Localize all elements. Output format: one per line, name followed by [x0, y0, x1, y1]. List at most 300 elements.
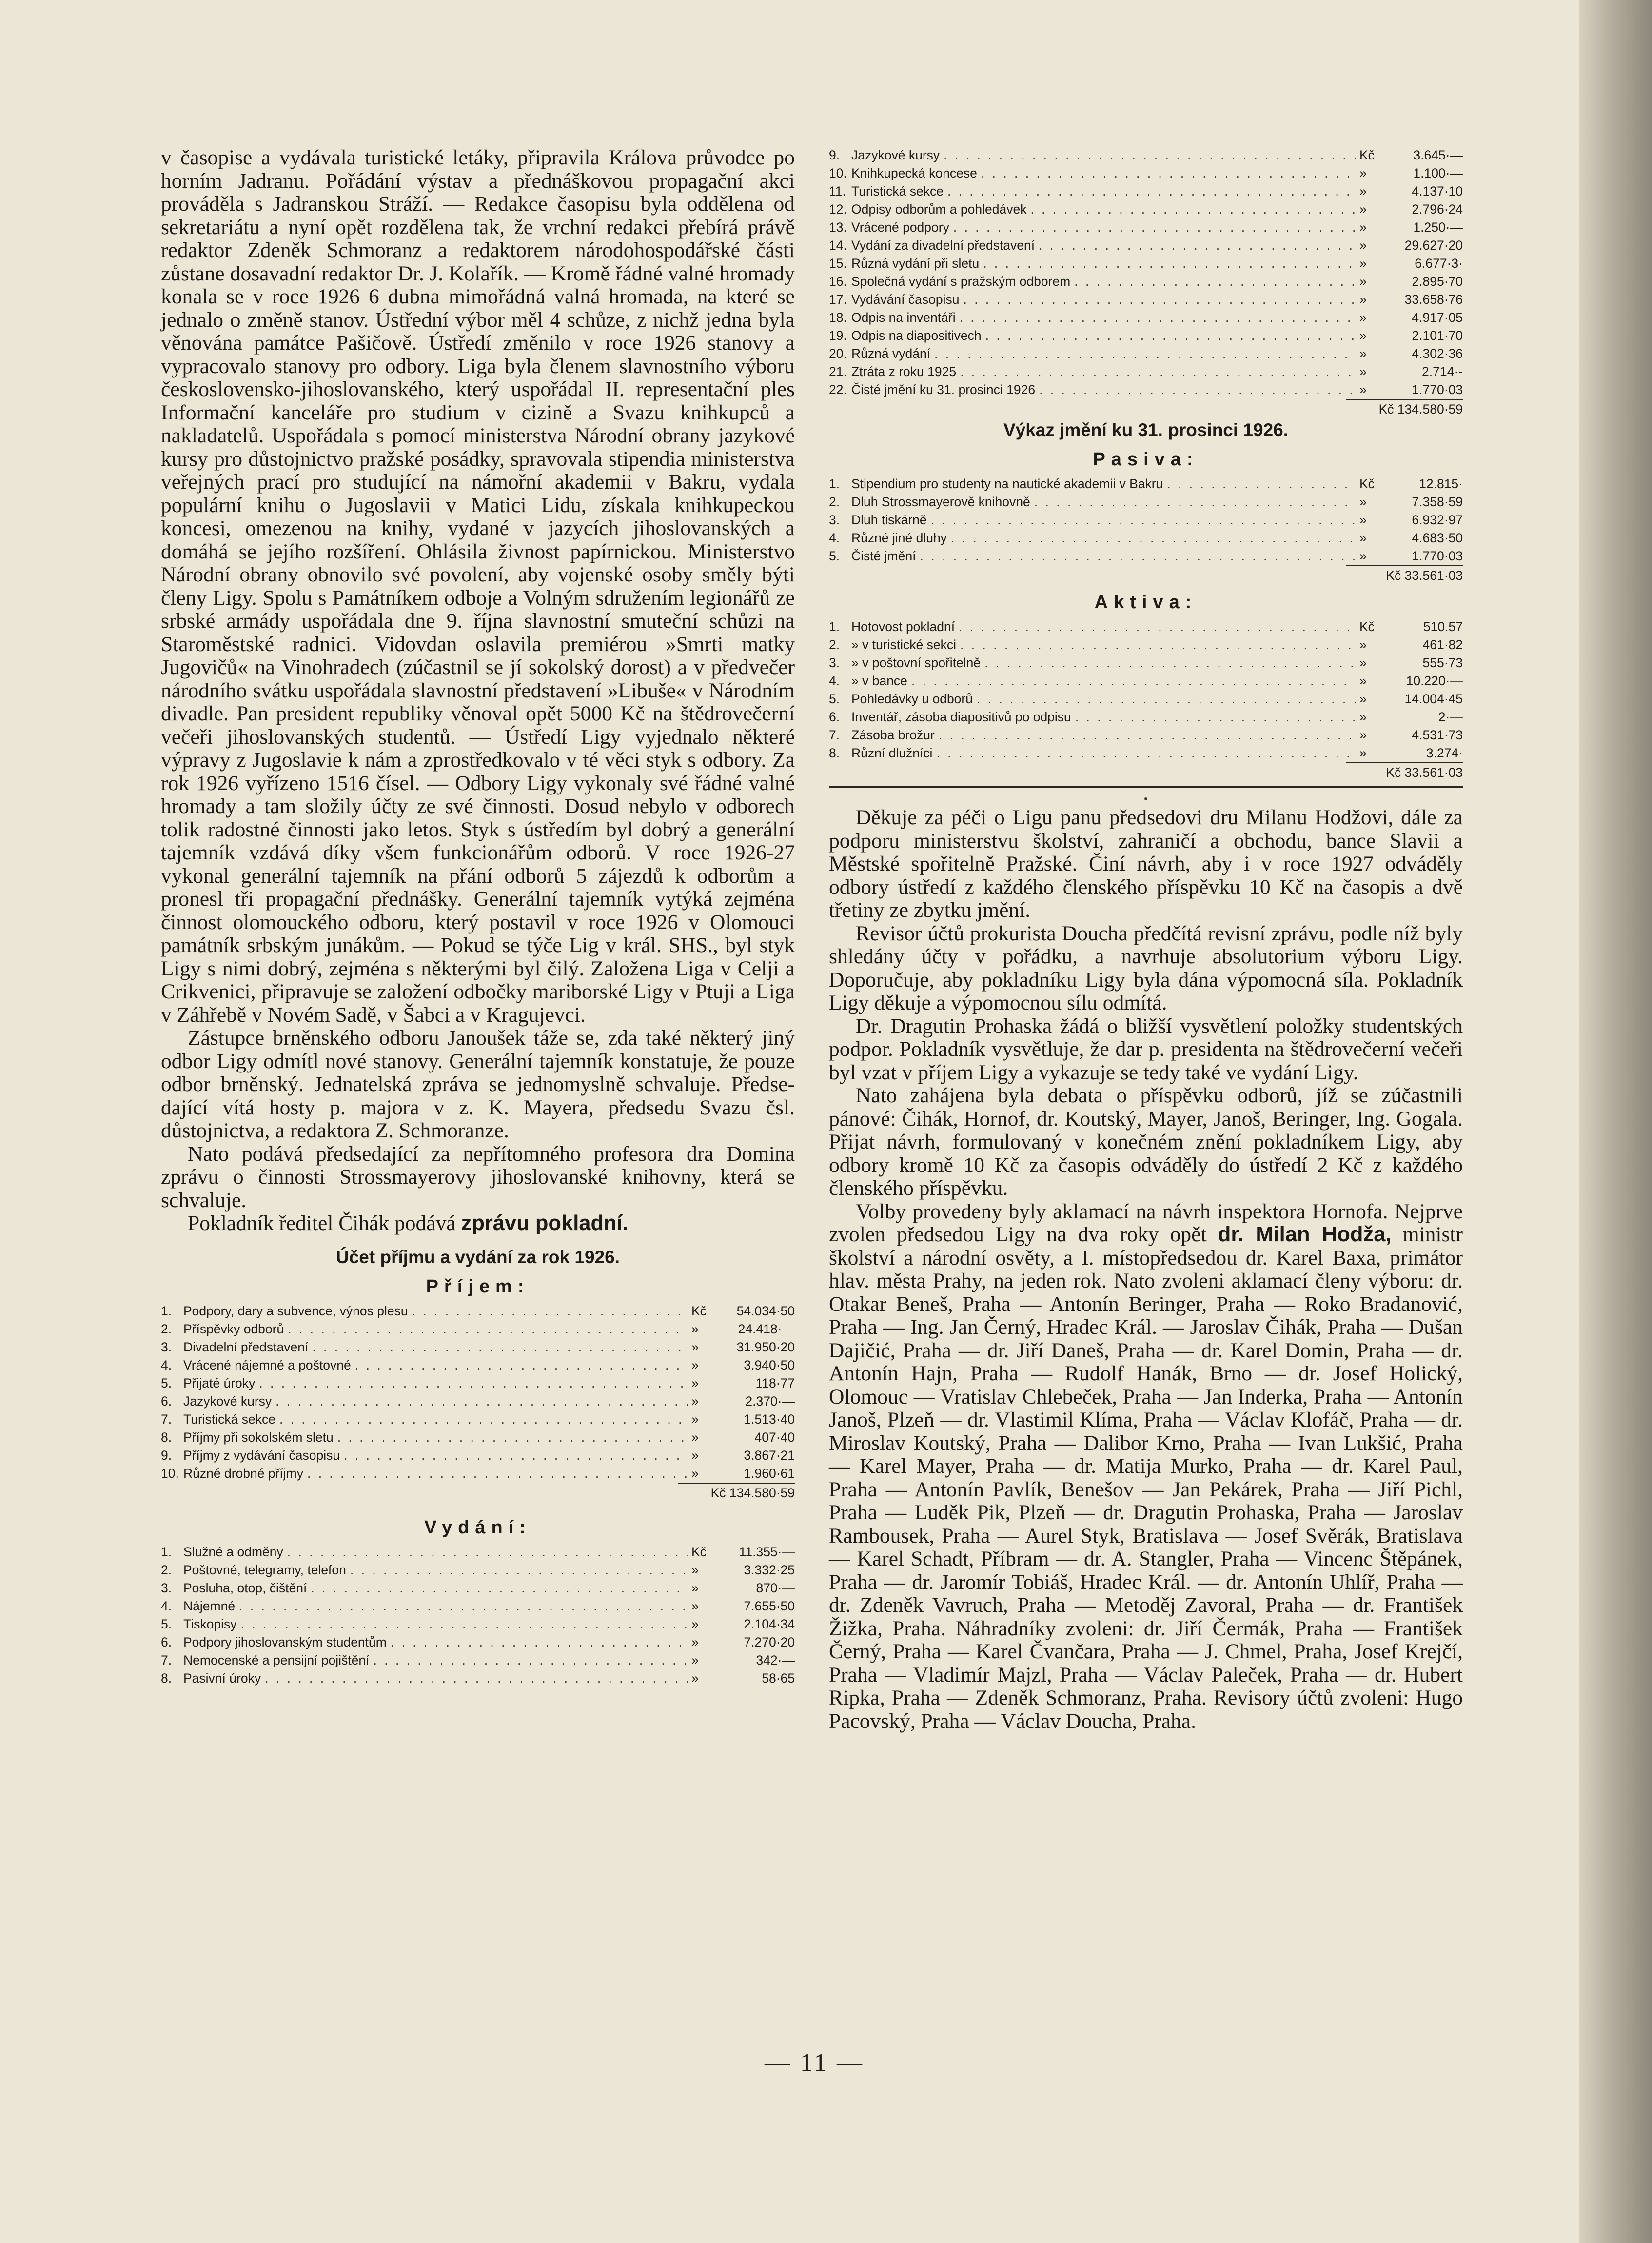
- leader-dots: [985, 327, 1356, 345]
- leader-dots: [275, 1392, 688, 1410]
- row-currency: »: [691, 1357, 699, 1372]
- leader-dots: [960, 309, 1356, 327]
- row-currency: »: [1359, 655, 1367, 670]
- row-label: Turistická sekce: [851, 184, 944, 198]
- income-heading: Příjem:: [426, 1276, 530, 1297]
- row-amount: 3.274·: [1426, 746, 1463, 760]
- account-row: [829, 708, 1463, 726]
- account-row: [829, 529, 1463, 547]
- page-number: — 11 —: [764, 2049, 865, 2077]
- leader-dots: [279, 1410, 688, 1429]
- row-number: 10.: [161, 1466, 179, 1481]
- row-currency: »: [691, 1562, 699, 1577]
- row-number: 14.: [829, 238, 847, 253]
- row-label: Poštovné, telegramy, telefon: [183, 1562, 346, 1577]
- row-amount: 3.867·21: [744, 1448, 795, 1463]
- leader-dots: [931, 511, 1356, 529]
- row-label: Vrácené podpory: [851, 220, 949, 235]
- ink-dot: [1144, 797, 1147, 800]
- row-amount: 31.950·20: [736, 1339, 795, 1354]
- leader-dots: [312, 1338, 688, 1356]
- account-row: [161, 1302, 795, 1320]
- row-currency: »: [1359, 346, 1367, 361]
- leader-dots: [355, 1356, 688, 1374]
- row-currency: »: [691, 1411, 699, 1427]
- income-total: Kč 134.580·59: [678, 1483, 795, 1501]
- row-currency: »: [691, 1466, 699, 1481]
- leader-dots: [963, 291, 1356, 309]
- row-currency: Kč: [691, 1303, 707, 1318]
- row-currency: »: [1359, 746, 1367, 760]
- liabilities-table: [829, 475, 1463, 565]
- row-label: Knihkupecká koncese: [851, 166, 977, 180]
- row-number: 8.: [161, 1670, 172, 1686]
- row-label: Příjmy při sokolském sletu: [183, 1429, 334, 1445]
- row-number: 2.: [161, 1562, 172, 1577]
- row-currency: Kč: [691, 1544, 707, 1559]
- row-amount: 1.770·03: [1412, 382, 1463, 397]
- row-number: 4.: [829, 674, 840, 688]
- account-row: [829, 327, 1463, 345]
- row-number: 8.: [829, 746, 840, 760]
- row-label: Ztráta z roku 1925: [851, 364, 957, 379]
- account-row: [829, 672, 1463, 690]
- row-amount: 6.932·97: [1412, 513, 1463, 527]
- row-amount: 54.034·50: [736, 1303, 795, 1318]
- row-number: 5.: [161, 1375, 172, 1390]
- row-currency: »: [691, 1429, 699, 1445]
- row-number: 4.: [161, 1598, 172, 1613]
- paragraph: Nato podává předsedající za nepřítomného profesora dra Domina zprávu o činnosti Strossmayerovy jihoslovanské knihovny, která se schvaluje.: [161, 1142, 795, 1212]
- row-currency: »: [1359, 328, 1367, 343]
- row-label: Vydávání časopisu: [851, 292, 960, 307]
- account-row: [829, 218, 1463, 237]
- row-amount: 4.917·05: [1412, 310, 1463, 325]
- leader-dots: [947, 182, 1356, 200]
- row-amount: 461·82: [1422, 637, 1463, 652]
- account-row: [161, 1579, 795, 1597]
- account-row: [161, 1651, 795, 1669]
- row-amount: 11.355·—: [739, 1544, 795, 1559]
- row-label: Společná vydání s pražským odborem: [851, 274, 1071, 289]
- row-amount: 2.104·34: [744, 1616, 795, 1631]
- row-amount: 1.513·40: [744, 1411, 795, 1427]
- row-number: 9.: [161, 1448, 172, 1463]
- row-label: » v poštovní spořitelně: [851, 655, 981, 670]
- account-row: [829, 363, 1463, 381]
- account-row: [829, 291, 1463, 309]
- row-amount: 58·65: [762, 1670, 795, 1686]
- row-currency: »: [1359, 220, 1367, 235]
- row-currency: Kč: [1359, 148, 1375, 162]
- liabilities-heading: Pasiva:: [1093, 449, 1199, 470]
- leader-dots: [265, 1669, 688, 1687]
- row-currency: »: [691, 1598, 699, 1613]
- row-label: Přijaté úroky: [183, 1375, 256, 1390]
- paragraph: Zástupce brněnského odboru Janoušek táže se, zda také některý jiný odbor Ligy odmítl nové stanovy. Generální tajemník konstatuje, že pouze odbor brněnský. Jednatelská zpráva se jednomyslně schvaluje. Předsedající vítá hosty p. majora v z. K. Mayera, předsedu Svazu čsl. důstojnictva, a redaktora Z. Schmoranze.: [161, 1026, 795, 1142]
- row-label: » v turistické sekci: [851, 637, 957, 652]
- row-label: Hotovost pokladní: [851, 619, 955, 634]
- leader-dots: [934, 345, 1356, 363]
- row-label: Odpisy odborům a pohledávek: [851, 202, 1027, 217]
- paragraph: Revisor účtů prokurista Doucha předčítá revisní zprávu, podle níž byly shledány účty v pořádku, a navrhuje absolutorium výboru Ligy. Doporučuje, aby pokladníku Ligy byla dána výpomocná síla. Pokladník Ligy děkuje a výpomocnou sílu odmítá.: [829, 921, 1463, 1014]
- row-number: 12.: [829, 202, 847, 217]
- row-label: Pohledávky u odborů: [851, 692, 973, 706]
- leader-dots: [1167, 475, 1356, 493]
- row-number: 3.: [161, 1580, 172, 1595]
- leader-dots: [960, 636, 1356, 654]
- row-amount: 4.302·36: [1412, 346, 1463, 361]
- row-amount: 10.220·—: [1406, 674, 1463, 688]
- leader-dots: [350, 1561, 688, 1579]
- account-row: [829, 511, 1463, 529]
- row-label: Jazykové kursy: [851, 148, 940, 162]
- account-row: [829, 636, 1463, 654]
- row-amount: 6.677·3·: [1415, 256, 1463, 271]
- row-amount: 7.270·20: [744, 1634, 795, 1649]
- right-column: [829, 146, 1463, 1733]
- row-amount: 4.531·73: [1412, 728, 1463, 742]
- row-number: 15.: [829, 256, 847, 271]
- leader-dots: [960, 363, 1356, 381]
- leader-dots: [936, 744, 1356, 762]
- account-row: [161, 1633, 795, 1651]
- row-currency: »: [1359, 166, 1367, 180]
- row-number: 1.: [829, 476, 840, 491]
- row-amount: 555·73: [1422, 655, 1463, 670]
- row-amount: 4.683·50: [1412, 531, 1463, 545]
- row-currency: »: [691, 1321, 699, 1336]
- row-currency: »: [1359, 256, 1367, 271]
- row-currency: »: [1359, 531, 1367, 545]
- row-label: Stipendium pro studenty na nautické akademii v Bakru: [851, 476, 1163, 491]
- leader-dots: [391, 1633, 688, 1651]
- leader-dots: [307, 1465, 688, 1483]
- row-number: 7.: [161, 1411, 172, 1427]
- account-row: [829, 654, 1463, 672]
- expense-table-continued: [829, 146, 1463, 399]
- leader-dots: [981, 164, 1356, 182]
- paragraph: Nato zahájena byla debata o příspěvku odborů, jíž se zúčastnili pánové: Čihák, Hornof, dr. Koutský, Mayer, Janoš, Beringer, Ing. Gogala. Přijat návrh, formulovaný v konečném znění pokladníkem Ligy, aby odbory kromě 10 Kč za časopis odváděly do ústředí 2 Kč z každého členského příspěvku.: [829, 1084, 1463, 1200]
- row-currency: »: [1359, 292, 1367, 307]
- account-row: [829, 744, 1463, 762]
- row-label: Různá vydání při sletu: [851, 256, 980, 271]
- row-label: Divadelní představení: [183, 1339, 309, 1354]
- leader-dots: [1034, 493, 1356, 511]
- row-number: 21.: [829, 364, 847, 379]
- row-currency: »: [1359, 495, 1367, 509]
- account-row: [829, 273, 1463, 291]
- row-currency: »: [1359, 637, 1367, 652]
- row-amount: 118·77: [755, 1375, 795, 1390]
- row-number: 7.: [161, 1652, 172, 1667]
- row-amount: 7.655·50: [744, 1598, 795, 1613]
- row-label: Nemocenské a pensijní pojištění: [183, 1652, 370, 1667]
- row-number: 6.: [829, 710, 840, 724]
- row-amount: 510.57: [1423, 619, 1463, 634]
- row-label: Inventář, zásoba diapositivů po odpisu: [851, 710, 1071, 724]
- account-row: [829, 309, 1463, 327]
- row-currency: »: [1359, 692, 1367, 706]
- row-currency: »: [691, 1670, 699, 1686]
- leader-dots: [951, 529, 1356, 547]
- row-number: 20.: [829, 346, 847, 361]
- row-currency: »: [1359, 310, 1367, 325]
- row-number: 3.: [829, 655, 840, 670]
- account-row: [829, 475, 1463, 493]
- left-column: [161, 146, 795, 1687]
- account-row: [829, 726, 1463, 744]
- row-amount: 3.332·25: [744, 1562, 795, 1577]
- row-label: Různé drobné příjmy: [183, 1466, 303, 1481]
- row-amount: 4.137·10: [1412, 184, 1463, 198]
- row-number: 2.: [829, 495, 840, 509]
- row-label: Dluh Strossmayerově knihovně: [851, 495, 1030, 509]
- leader-dots: [1039, 237, 1356, 255]
- leader-dots: [939, 726, 1356, 744]
- leader-dots: [288, 1320, 688, 1338]
- row-number: 4.: [829, 531, 840, 545]
- row-number: 1.: [829, 619, 840, 634]
- elections-text: Volby provedeny byly aklamací na návrh inspektora Hornofa. Nejprve zvolen předsedou Ligy na dva roky opět: [829, 1199, 1463, 1246]
- leader-dots: [287, 1543, 688, 1561]
- paragraph-text: Pokladník ředitel Čihák podává: [188, 1211, 456, 1235]
- leader-dots: [959, 618, 1356, 636]
- leader-dots: [1075, 708, 1356, 726]
- liabilities-total: Kč 33.561·03: [1346, 565, 1463, 583]
- row-label: Jazykové kursy: [183, 1393, 272, 1409]
- leader-dots: [911, 672, 1356, 690]
- row-label: Čisté jmění: [851, 549, 916, 563]
- account-row: [161, 1429, 795, 1447]
- row-label: Příspěvky odborů: [183, 1321, 284, 1336]
- leader-dots: [953, 218, 1356, 237]
- leader-dots: [240, 1615, 688, 1633]
- assets-total: Kč 33.561·03: [1346, 762, 1463, 780]
- row-currency: »: [691, 1580, 699, 1595]
- row-label: Posluha, otop, čištění: [183, 1580, 307, 1595]
- row-amount: 1.250·—: [1413, 220, 1463, 235]
- book-binding-edge: [1579, 0, 1652, 2243]
- account-row: [161, 1543, 795, 1561]
- row-amount: 1.960·61: [744, 1466, 795, 1481]
- row-currency: »: [1359, 382, 1367, 397]
- row-amount: 1.100·—: [1413, 166, 1463, 180]
- account-row: [829, 345, 1463, 363]
- row-currency: »: [691, 1448, 699, 1463]
- row-amount: 14.004·45: [1404, 692, 1463, 706]
- row-currency: »: [691, 1616, 699, 1631]
- paragraph: Děkuje za péči o Ligu panu předsedovi dru Milanu Hodžovi, dále za podporu ministerstvu školství, zahraničí a obchodu, bance Slavii a Městské spořitelně Pražské. Činí návrh, aby i v roce 1927 odváděly odbory ústředí z každého členského příspěvku 10 Kč na časopis a dvě třetiny ze zbytku jmění.: [829, 806, 1463, 922]
- row-label: Tiskopisy: [183, 1616, 237, 1631]
- row-currency: »: [1359, 674, 1367, 688]
- account-row: [829, 200, 1463, 218]
- leader-dots: [920, 547, 1356, 565]
- president-name: dr. Milan Hodža,: [1218, 1223, 1392, 1246]
- account-row: [829, 255, 1463, 273]
- row-label: Pasivní úroky: [183, 1670, 261, 1686]
- row-amount: 2.370·—: [745, 1393, 795, 1409]
- row-currency: »: [1359, 238, 1367, 253]
- row-currency: »: [691, 1375, 699, 1390]
- account-row: [161, 1410, 795, 1429]
- row-number: 5.: [829, 692, 840, 706]
- leader-dots: [337, 1429, 688, 1447]
- row-number: 2.: [829, 637, 840, 652]
- row-currency: »: [691, 1339, 699, 1354]
- row-amount: 29.627·20: [1404, 238, 1463, 253]
- row-label: Podpory, dary a subvence, výnos plesu: [183, 1303, 408, 1318]
- leader-dots: [1030, 200, 1356, 218]
- account-row: [161, 1561, 795, 1579]
- row-number: 10.: [829, 166, 847, 180]
- row-number: 5.: [829, 549, 840, 563]
- row-number: 19.: [829, 328, 847, 343]
- expense-heading: Vydání:: [424, 1517, 531, 1538]
- account-row: [161, 1669, 795, 1687]
- row-currency: Kč: [1359, 619, 1375, 634]
- row-currency: »: [1359, 728, 1367, 742]
- leader-dots: [259, 1374, 688, 1392]
- account-row: [829, 618, 1463, 636]
- row-label: Vydání za divadelní představení: [851, 238, 1035, 253]
- paragraph: Dr. Dragutin Prohaska žádá o bližší vysvětlení položky studentských podpor. Pokladník vysvětluje, že dar p. presidenta na štědrovečerní večeři byl vzat v příjem Ligy a vykazuje se tedy také ve vydání Ligy.: [829, 1014, 1463, 1084]
- account-row: [829, 182, 1463, 200]
- expense-total: Kč 134.580·59: [1346, 399, 1463, 417]
- row-amount: 1.770·03: [1412, 549, 1463, 563]
- row-currency: »: [1359, 364, 1367, 379]
- row-currency: »: [1359, 202, 1367, 217]
- leader-dots: [944, 146, 1356, 164]
- row-label: Různá vydání: [851, 346, 931, 361]
- leader-dots: [977, 690, 1356, 708]
- account-row: [829, 237, 1463, 255]
- row-amount: 2·—: [1438, 710, 1463, 724]
- row-number: 18.: [829, 310, 847, 325]
- row-label: Vrácené nájemné a poštovné: [183, 1357, 351, 1372]
- paragraph: v časopise a vydávala turistické letáky, připravila Králova průvodce po horním Jadranu. Pořádání výstav a přednáškovou propagační akci prováděla s Jadranskou Stráží. — Redakce časopisu byla oddělena od sekretariátu a nyní opět rozdělena tak, že vrchní redakci přebírá právě redaktor Zdeněk Schmoranz a redaktorem národohospodářské části zůstane dosavadní redaktor Dr. J. Kolařík. — Kromě řádné valné hromady konala se v roce 1926 6 dubna mimořádná valná hromada, na které se jednalo o změně stanov. Ústřední výbor měl 4 schůze, z nichž jedna byla věnována památce Pašičově. Ústředí změnilo v roce 1926 stanovy a vypracovalo stanovy pro odbory. Liga byla členem slavnostního výboru československo-jihoslovanského, který uspořádal II. representační ples Informační kanceláře pro studium v cizině a Svazu knihkupců a nakladatelů. Uspořádala s pomocí ministerstva Národní obrany jazykové kursy pro důstojnictvo pražské posádky, spravovala stipendia ministerstva veřejných prací pro studující na námořní akademii v Bakru, vydala populární knihu o Jugoslavii v Matici Lidu, získala knihkupeckou koncesi, omezenou na knihy, vydané v jazycích jihoslovanských a domáhá se jejího rozšíření. Ohlásila živnost papírnickou. Ministerstvo Národní obrany obnovilo své povolení, aby vojenské osoby směly býti členy Ligy. Spolu s Památníkem odboje a Volným sdružením legionářů ze srbské armády uspořádala dne 9. října slavnostní smuteční schůzi na Staroměstské radnici. Vidovdan oslavila premiérou »Smrti matky Jugovičů« na Vinohradech (zúčastnil se jí sokolský dorost) a v předvečer národního svátku uspořádala slavnostní představení »Libuše« v Národním divadle. Pan president republiky věnoval opět 5000 Kč na štědrovečerní večeři jihoslovanských studentů. — Ústředí Ligy vyjednalo některé výpravy z Jugoslavie k nám a zprostředkovalo v té věci styk s odbory. Za rok 1926 vyřízeno 1516 čísel. — Odbory Ligy vykonaly své řádné valné hromady a tam složily účty ze své činnosti. Dosud nebylo v odborech tolik radostné činnosti jako letos. Styk s ústředím byl dobrý a generální tajemník vzdává díky všem funkcionářům odborů. V roce 1926-27 vykonal generální tajemník na přání odborů 5 zájezdů k odborům a pronesl tři propagační přednášky. Generální tajemník vytýká zejména činnost olomouckého odboru, který postavil v roce 1926 v Olomouci památník srbským junákům. — Pokud se týče Lig v král. SHS., byl styk Ligy s nimi dobrý, zejména s některými byl čilý. Založena Liga v Celji a Crikvenici, připravuje se založení odbočky mariborské Ligy v Ptuji a Liga v Záhřebě v Novém Sadě, v Šabci a v Kragujevci.: [161, 146, 795, 1027]
- row-number: 8.: [161, 1429, 172, 1445]
- row-label: Různé jiné dluhy: [851, 531, 947, 545]
- account-row: [829, 493, 1463, 511]
- assets-heading: Aktiva:: [1094, 592, 1198, 613]
- leader-dots: [239, 1597, 688, 1615]
- account-row: [161, 1597, 795, 1615]
- leader-dots: [983, 255, 1356, 273]
- row-currency: »: [1359, 710, 1367, 724]
- row-number: 6.: [161, 1393, 172, 1409]
- account-row: [161, 1320, 795, 1338]
- paragraph-treasurer: [161, 1212, 795, 1235]
- leader-dots: [984, 654, 1356, 672]
- account-title: Účet příjmu a vydání za rok 1926.: [336, 1247, 620, 1267]
- row-currency: »: [691, 1652, 699, 1667]
- row-amount: 342·—: [756, 1652, 795, 1667]
- income-table: [161, 1302, 795, 1483]
- row-number: 1.: [161, 1544, 172, 1559]
- account-row: [161, 1615, 795, 1633]
- row-currency: »: [1359, 274, 1367, 289]
- account-row: [161, 1465, 795, 1483]
- row-number: 17.: [829, 292, 847, 307]
- row-number: 2.: [161, 1321, 172, 1336]
- leader-dots: [1039, 381, 1356, 399]
- row-label: Odpis na inventáři: [851, 310, 956, 325]
- account-row: [161, 1338, 795, 1356]
- leader-dots: [412, 1302, 688, 1320]
- row-number: 22.: [829, 382, 847, 397]
- assets-table: [829, 618, 1463, 762]
- row-number: 5.: [161, 1616, 172, 1631]
- account-row: [161, 1392, 795, 1410]
- row-label: Příjmy z vydávání časopisu: [183, 1448, 340, 1463]
- row-number: 1.: [161, 1303, 172, 1318]
- row-number: 16.: [829, 274, 847, 289]
- leader-dots: [311, 1579, 688, 1597]
- leader-dots: [344, 1447, 688, 1465]
- row-number: 11.: [829, 184, 846, 198]
- row-label: Turistická sekce: [183, 1411, 275, 1427]
- section-divider: [829, 786, 1463, 788]
- account-row: [829, 690, 1463, 708]
- row-label: » v bance: [851, 674, 907, 688]
- account-row: [161, 1356, 795, 1374]
- row-amount: 2.101·70: [1412, 328, 1463, 343]
- account-row: [829, 146, 1463, 164]
- row-number: 9.: [829, 148, 840, 162]
- account-row: [161, 1374, 795, 1392]
- row-number: 3.: [829, 513, 840, 527]
- leader-dots: [1074, 273, 1356, 291]
- row-label: Služné a odměny: [183, 1544, 283, 1559]
- row-number: 13.: [829, 220, 847, 235]
- row-amount: 24.418·—: [738, 1321, 795, 1336]
- paragraph-elections: [829, 1200, 1463, 1733]
- row-currency: »: [1359, 184, 1367, 198]
- row-amount: 870·—: [756, 1580, 795, 1595]
- row-currency: »: [691, 1393, 699, 1409]
- row-currency: Kč: [1359, 476, 1375, 491]
- row-amount: 33.658·76: [1404, 292, 1463, 307]
- row-label: Zásoba brožur: [851, 728, 935, 742]
- row-amount: 7.358·59: [1412, 495, 1463, 509]
- account-row: [161, 1447, 795, 1465]
- row-amount: 3.940·50: [744, 1357, 795, 1372]
- row-label: Podpory jihoslovanským studentům: [183, 1634, 387, 1649]
- row-label: Různí dlužníci: [851, 746, 933, 760]
- row-number: 3.: [161, 1339, 172, 1354]
- row-number: 4.: [161, 1357, 172, 1372]
- expense-table: [161, 1543, 795, 1687]
- row-number: 6.: [161, 1634, 172, 1649]
- row-amount: 3.645·—: [1413, 148, 1463, 162]
- row-label: Čisté jmění ku 31. prosinci 1926: [851, 382, 1036, 397]
- report-label: zprávu pokladní.: [461, 1211, 629, 1235]
- elections-text: ministr školství a národní osvěty, a I. místopředsedou dr. Karel Baxa, primátor hlav. města Prahy, na jeden rok. Nato zvoleni aklamací členy výboru: dr. Otakar Beneš, Praha — Antonín Beringer, Praha — Roko Bradanović, Praha — Ing. Jan Černý, Hradec Král. — Jaroslav Čihák, Praha — Dušan Dajičić, Praha — dr. Jiří Daneš, Praha — dr. Karel Domin, Praha — dr. Antonín Hajn, Praha — Rudolf Hanák, Brno — dr. Josef Holický, Olomouc — Vratislav Chlebeček, Praha — Jan Inderka, Praha — Antonín Janoš, Plzeň — dr. Vlastimil Klíma, Praha — Václav Klofáč, Praha — dr. Miroslav Koutský, Praha — Dalibor Krno, Praha — Ivan Lukšić, Praha — Karel Mayer, Praha — dr. Matija Murko, Praha — dr. Karel Paul, Praha — Antonín Pavlík, Benešov — Jan Pekárek, Praha — Jiří Pichl, Praha — Luděk Pik, Plzeň — dr. Dragutin Prohaska, Praha — Jaroslav Rambousek, Praha — Aurel Styk, Bratislava — Josef Svěrák, Bratislava — Karel Schadt, Příbram — dr. A. Stangler, Praha — Vincenc Štěpánek, Praha — dr. Jaromír Tobiáš, Hradec Král. — dr. Antonín Uhlíř, Praha — dr. Zdeněk Vavruch, Praha — Metoděj Zavoral, Praha — dr. František Žižka, Praha. Náhradníky zvoleni: dr. Jiří Čermák, Praha — František Černý, Praha — Karel Čvančara, Praha — J. Chmel, Praha, Josef Krejčí, Praha — Vladimír Majzl, Praha — Václav Paleček, Praha — dr. Hubert Ripka, Praha — Zdeněk Schmoranz, Praha. Revisory účtů zvoleni: Hugo Pacovský, Praha — Václav Doucha, Praha.: [829, 1223, 1463, 1733]
- row-amount: 407·40: [754, 1429, 795, 1445]
- account-row: [829, 164, 1463, 182]
- account-row: [829, 547, 1463, 565]
- row-amount: 2.796·24: [1412, 202, 1463, 217]
- account-row: [829, 381, 1463, 399]
- row-currency: »: [1359, 549, 1367, 563]
- leader-dots: [374, 1651, 688, 1669]
- row-currency: »: [691, 1634, 699, 1649]
- balance-title: Výkaz jmění ku 31. prosinci 1926.: [1003, 420, 1289, 440]
- row-label: Dluh tiskárně: [851, 513, 927, 527]
- row-label: Nájemné: [183, 1598, 236, 1613]
- row-amount: 2.714·-: [1422, 364, 1463, 379]
